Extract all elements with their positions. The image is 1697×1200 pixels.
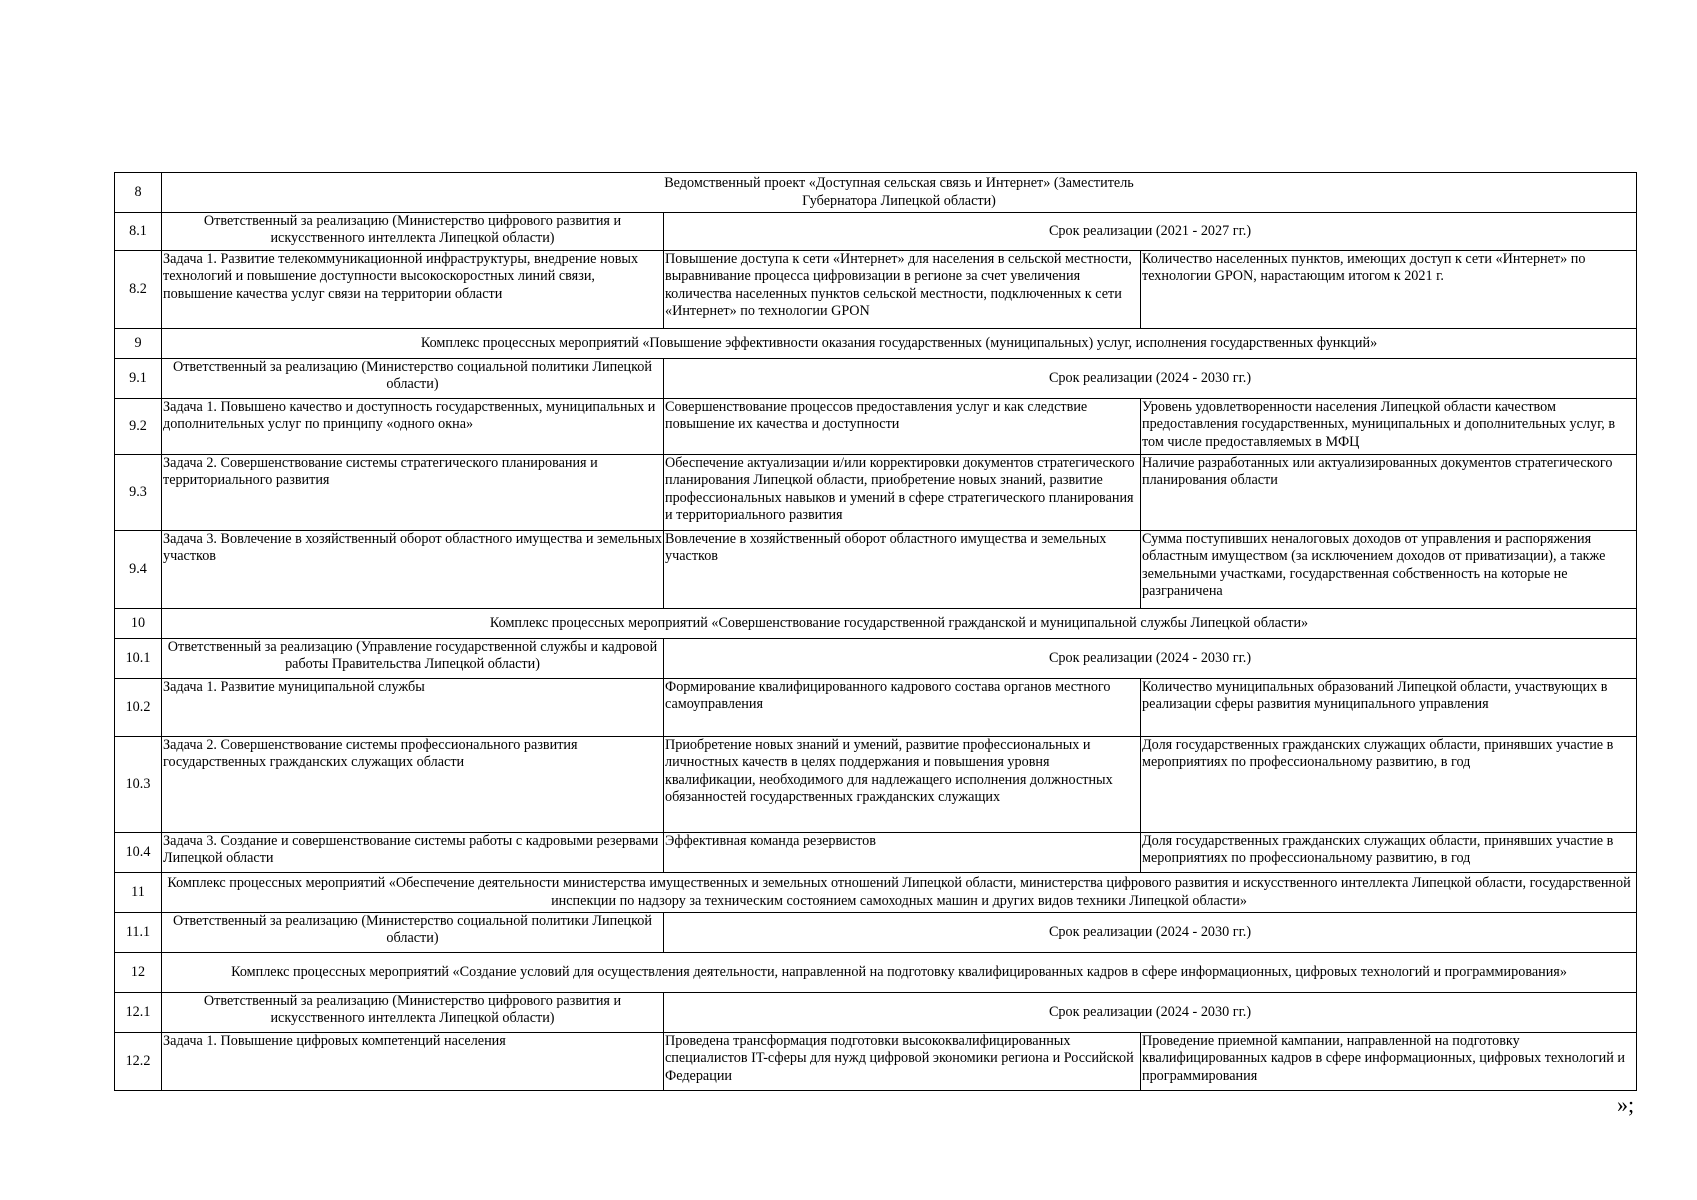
indicator-cell: Проведение приемной кампании, направленной на подготовку квалифицированных кадров в сфере информационных, цифровых технологий и программирования <box>1141 1033 1637 1091</box>
section-title: Комплекс процессных мероприятий «Повышение эффективности оказания государственных (муниципальных) услуг, исполнения государственных функций» <box>162 329 1637 359</box>
indicator-cell: Наличие разработанных или актуализированных документов стратегического планирования области <box>1141 455 1637 531</box>
indicator-cell: Доля государственных гражданских служащих области, принявших участие в мероприятиях по профессиональному развитию, в год <box>1141 833 1637 873</box>
closing-quote-mark: »; <box>1617 1092 1635 1117</box>
row-number: 10.3 <box>115 737 162 833</box>
responsible-cell: Ответственный за реализацию (Министерство социальной политики Липецкой области) <box>162 913 664 953</box>
row-number: 10.2 <box>115 679 162 737</box>
table-row <box>115 213 1637 251</box>
row-number: 9 <box>115 329 162 359</box>
row-number: 9.3 <box>115 455 162 531</box>
task-cell: Задача 3. Создание и совершенствование системы работы с кадровыми резервами Липецкой области <box>162 833 664 873</box>
row-number: 10.4 <box>115 833 162 873</box>
implementation-period: Срок реализации (2021 - 2027 гг.) <box>664 213 1637 251</box>
task-cell: Задача 1. Развитие телекоммуникационной инфраструктуры, внедрение новых технологий и повышение доступности высокоскоростных линий связи, повышение качества услуг связи на территории области <box>162 251 664 329</box>
section-title: Комплекс процессных мероприятий «Создание условий для осуществления деятельности, направленной на подготовку квалифицированных кадров в сфере информационных, цифровых технологий и программирования» <box>162 953 1637 993</box>
task-cell: Задача 3. Вовлечение в хозяйственный оборот областного имущества и земельных участков <box>162 531 664 609</box>
expected-result-cell: Проведена трансформация подготовки высококвалифицированных специалистов IT-сферы для нужд цифровой экономики региона и Российской Федерации <box>664 1033 1141 1091</box>
expected-result-cell: Формирование квалифицированного кадрового состава органов местного самоуправления <box>664 679 1141 737</box>
section-title: Комплекс процессных мероприятий «Совершенствование государственной гражданской и муниципальной службы Липецкой области» <box>162 609 1637 639</box>
indicator-cell: Уровень удовлетворенности населения Липецкой области качеством предоставления государственных, муниципальных и дополнительных услуг, в том числе предоставляемых в МФЦ <box>1141 399 1637 455</box>
implementation-period: Срок реализации (2024 - 2030 гг.) <box>664 913 1637 953</box>
expected-result-cell: Вовлечение в хозяйственный оборот областного имущества и земельных участков <box>664 531 1141 609</box>
indicator-cell: Количество населенных пунктов, имеющих доступ к сети «Интернет» по технологии GPON, нарастающим итогом к 2021 г. <box>1141 251 1637 329</box>
row-number: 12 <box>115 953 162 993</box>
task-cell: Задача 1. Повышение цифровых компетенций населения <box>162 1033 664 1091</box>
row-number: 11.1 <box>115 913 162 953</box>
row-number: 8.1 <box>115 213 162 251</box>
task-cell: Задача 2. Совершенствование системы профессионального развития государственных гражданских служащих области <box>162 737 664 833</box>
table-row <box>115 993 1637 1033</box>
task-cell: Задача 1. Повышено качество и доступность государственных, муниципальных и дополнительных услуг по принципу «одного окна» <box>162 399 664 455</box>
indicator-cell: Количество муниципальных образований Липецкой области, участвующих в реализации сферы развития муниципального управления <box>1141 679 1637 737</box>
table-row <box>115 455 1637 531</box>
row-number: 9.1 <box>115 359 162 399</box>
row-number: 12.2 <box>115 1033 162 1091</box>
table-row <box>115 173 1637 213</box>
task-cell: Задача 2. Совершенствование системы стратегического планирования и территориального развития <box>162 455 664 531</box>
table-row <box>115 359 1637 399</box>
table-row <box>115 609 1637 639</box>
row-number: 9.2 <box>115 399 162 455</box>
table-row <box>115 737 1637 833</box>
expected-result-cell: Обеспечение актуализации и/или корректировки документов стратегического планирования Липецкой области, приобретение новых знаний, развитие профессиональных навыков и умений в сфере стратегического планирования и территориального развития <box>664 455 1141 531</box>
indicator-cell: Доля государственных гражданских служащих области, принявших участие в мероприятиях по профессиональному развитию, в год <box>1141 737 1637 833</box>
table-row <box>115 1033 1637 1091</box>
row-number: 11 <box>115 873 162 913</box>
table-row <box>115 399 1637 455</box>
implementation-period: Срок реализации (2024 - 2030 гг.) <box>664 993 1637 1033</box>
expected-result-cell: Совершенствование процессов предоставления услуг и как следствие повышение их качества и доступности <box>664 399 1141 455</box>
row-number: 8 <box>115 173 162 213</box>
table-row <box>115 833 1637 873</box>
table-row <box>115 679 1637 737</box>
row-number: 9.4 <box>115 531 162 609</box>
responsible-cell: Ответственный за реализацию (Управление государственной службы и кадровой работы Правительства Липецкой области) <box>162 639 664 679</box>
row-number: 12.1 <box>115 993 162 1033</box>
implementation-period: Срок реализации (2024 - 2030 гг.) <box>664 639 1637 679</box>
row-number: 10 <box>115 609 162 639</box>
program-table <box>114 172 1637 1091</box>
table-row <box>115 251 1637 329</box>
section-title: Комплекс процессных мероприятий «Обеспечение деятельности министерства имущественных и земельных отношений Липецкой области, министерства цифрового развития и искусственного интеллекта Липецкой области, государственной инспекции по надзору за техническим состоянием самоходных машин и других видов техники Липецкой области» <box>162 873 1637 913</box>
table-row <box>115 913 1637 953</box>
table-row <box>115 873 1637 913</box>
row-number: 10.1 <box>115 639 162 679</box>
indicator-cell: Сумма поступивших неналоговых доходов от управления и распоряжения областным имуществом (за исключением доходов от приватизации), а также земельными участками, государственная собственность на которые не разграничена <box>1141 531 1637 609</box>
expected-result-cell: Эффективная команда резервистов <box>664 833 1141 873</box>
table-row <box>115 329 1637 359</box>
table-row <box>115 531 1637 609</box>
responsible-cell: Ответственный за реализацию (Министерство социальной политики Липецкой области) <box>162 359 664 399</box>
table-row <box>115 639 1637 679</box>
expected-result-cell: Приобретение новых знаний и умений, развитие профессиональных и личностных качеств в целях поддержания и повышения уровня квалификации, необходимого для надлежащего исполнения должностных обязанностей государственных гражданских служащих <box>664 737 1141 833</box>
expected-result-cell: Повышение доступа к сети «Интернет» для населения в сельской местности, выравнивание процесса цифровизации в регионе за счет увеличения количества населенных пунктов сельской местности, подключенных к сети «Интернет» по технологии GPON <box>664 251 1141 329</box>
implementation-period: Срок реализации (2024 - 2030 гг.) <box>664 359 1637 399</box>
section-title: Ведомственный проект «Доступная сельская связь и Интернет» (Заместитель Губернатора Липецкой области) <box>162 173 1637 213</box>
responsible-cell: Ответственный за реализацию (Министерство цифрового развития и искусственного интеллекта Липецкой области) <box>162 993 664 1033</box>
row-number: 8.2 <box>115 251 162 329</box>
responsible-cell: Ответственный за реализацию (Министерство цифрового развития и искусственного интеллекта Липецкой области) <box>162 213 664 251</box>
table-row <box>115 953 1637 993</box>
task-cell: Задача 1. Развитие муниципальной службы <box>162 679 664 737</box>
